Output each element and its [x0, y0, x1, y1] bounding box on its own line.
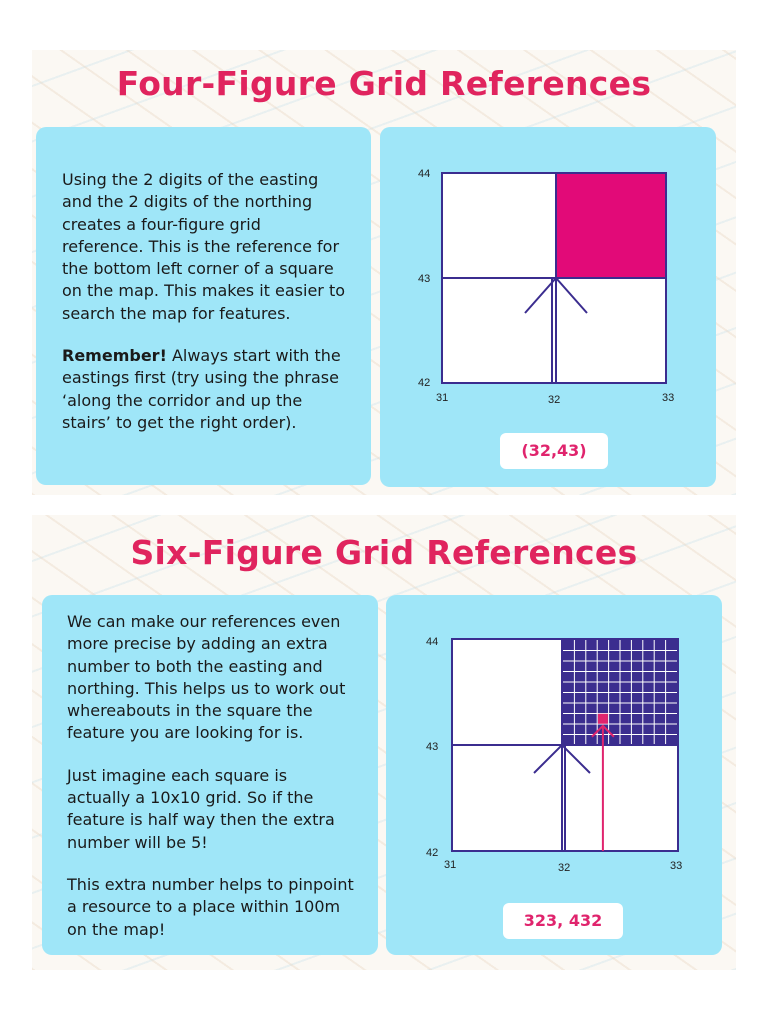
tick-easting-33: 33 — [662, 392, 675, 404]
six-figure-paragraph-3: This extra number helps to pinpoint a resource to a place within 100m on the map! — [67, 874, 354, 939]
six-figure-title: Six-Figure Grid References — [130, 533, 638, 572]
four-figure-explanation-card — [36, 127, 371, 485]
highlighted-square — [556, 174, 665, 278]
tick-northing-43: 43 — [426, 741, 439, 753]
remember-text: Always start with the eastings first (try using the phrase ‘along the corridor and up the stairs’ to get the right order). — [62, 346, 341, 432]
six-figure-paragraph-2: Just imagine each square is actually a 10x10 grid. So if the feature is half way then the extra number will be 5! — [67, 765, 335, 852]
four-figure-title: Four-Figure Grid References — [116, 64, 652, 103]
six-figure-answer: 323, 432 — [503, 903, 623, 939]
four-figure-diagram-card — [380, 127, 716, 487]
tick-northing-42: 42 — [426, 847, 439, 859]
tick-northing-43: 43 — [418, 273, 431, 285]
four-figure-answer: (32,43) — [500, 433, 608, 469]
tick-northing-44: 44 — [426, 636, 439, 648]
subgrid-10x10 — [563, 640, 677, 745]
four-figure-section — [32, 50, 736, 495]
six-figure-grid-diagram — [386, 595, 722, 955]
remember-label: Remember! — [62, 346, 167, 366]
four-figure-paragraph: Using the 2 digits of the easting and the 2 digits of the northing creates a four-figure grid reference. This is the reference for the bottom left corner of a square on the map. This makes it easier to search the map for features. — [62, 170, 346, 323]
feature-point — [598, 714, 608, 724]
tick-easting-31: 31 — [436, 392, 449, 404]
tick-easting-32: 32 — [548, 394, 561, 406]
tick-easting-31: 31 — [444, 859, 457, 871]
six-figure-explanation-card — [42, 595, 378, 955]
six-figure-section — [32, 515, 736, 970]
four-figure-remember — [62, 345, 347, 434]
tick-northing-44: 44 — [418, 168, 431, 180]
six-figure-paragraph-1: We can make our references even more precise by adding an extra number to both the easting and northing. This helps us to work out whereabouts in the square the feature you are looking for is. — [67, 612, 346, 743]
tick-easting-33: 33 — [670, 860, 683, 872]
tick-easting-32: 32 — [558, 862, 571, 874]
six-figure-diagram-card — [386, 595, 722, 955]
tick-northing-42: 42 — [418, 377, 431, 389]
